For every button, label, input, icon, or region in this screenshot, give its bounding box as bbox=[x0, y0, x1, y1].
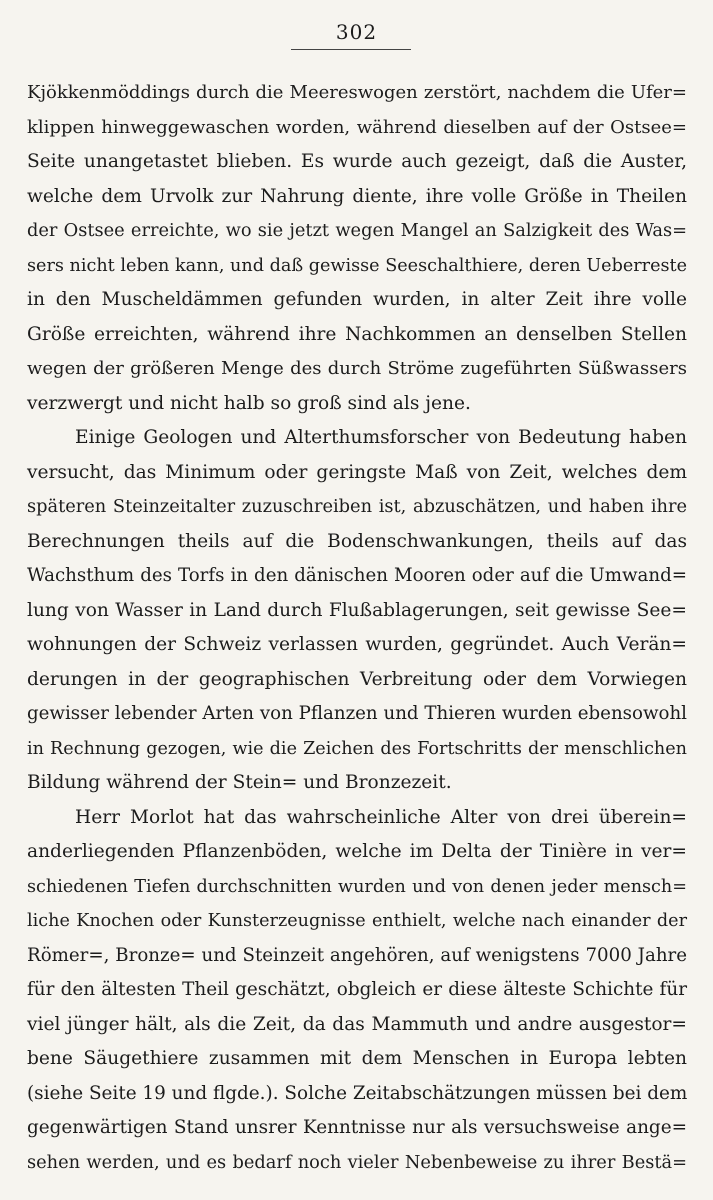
text-line: sers nicht leben kann, und daß gewisse Seeschalthiere, deren Ueberreste bbox=[27, 255, 687, 276]
text-line: gegenwärtigen Stand unsrer Kenntnisse nur als versuchsweise ange= bbox=[27, 1117, 687, 1138]
text-line: Kjökkenmöddings durch die Meereswogen zerstört, nachdem die Ufer= bbox=[27, 82, 687, 103]
body-text bbox=[27, 76, 687, 1180]
text-line: bene Säugethiere zusammen mit dem Menschen in Europa lebten bbox=[27, 1048, 687, 1069]
text-line: wohnungen der Schweiz verlassen wurden, gegründet. Auch Verän= bbox=[27, 634, 687, 655]
text-line: sehen werden, und es bedarf noch vieler Nebenbeweise zu ihrer Bestä= bbox=[27, 1151, 687, 1173]
text-line: verzwergt und nicht halb so groß sind als jene. bbox=[27, 392, 471, 414]
text-line: gewisser lebender Arten von Pflanzen und Thieren wurden ebensowohl bbox=[27, 703, 687, 724]
text-line: für den ältesten Theil geschätzt, obgleich er diese älteste Schichte für bbox=[27, 979, 687, 1000]
text-line: in den Muscheldämmen gefunden wurden, in alter Zeit ihre volle bbox=[27, 289, 687, 310]
text-line: viel jünger hält, als die Zeit, da das Mammuth und andre ausgestor= bbox=[27, 1013, 687, 1035]
text-line: Einige Geologen und Alterthumsforscher von Bedeutung haben bbox=[75, 427, 687, 448]
text-line: Herr Morlot hat das wahrscheinliche Alter von drei überein= bbox=[75, 806, 687, 828]
header-rule bbox=[291, 49, 411, 50]
text-line: liche Knochen oder Kunsterzeugnisse enthielt, welche nach einander der bbox=[27, 911, 687, 931]
text-line: schiedenen Tiefen durchschnitten wurden und von denen jeder mensch= bbox=[27, 876, 687, 897]
text-line: Berechnungen theils auf die Bodenschwankungen, theils auf das bbox=[27, 530, 687, 552]
text-line: derungen in der geographischen Verbreitung oder dem Vorwiegen bbox=[27, 668, 687, 690]
text-line: wegen der größeren Menge des durch Ströme zugeführten Süßwassers bbox=[27, 358, 687, 379]
text-line: Seite unangetastet blieben. Es wurde auch gezeigt, daß die Auster, bbox=[27, 151, 687, 172]
text-line: Römer=, Bronze= und Steinzeit angehören, auf wenigstens 7000 Jahre bbox=[27, 944, 687, 966]
text-line: klippen hinweggewaschen worden, während dieselben auf der Ostsee= bbox=[27, 116, 687, 138]
text-line: Bildung während der Stein= und Bronzezeit. bbox=[27, 772, 452, 793]
text-line: versucht, das Minimum oder geringste Maß von Zeit, welches dem bbox=[27, 461, 687, 483]
text-line: welche dem Urvolk zur Nahrung diente, ihre volle Größe in Theilen bbox=[27, 185, 687, 207]
text-line: Größe erreichten, während ihre Nachkommen an denselben Stellen bbox=[27, 323, 687, 345]
text-line: (siehe Seite 19 und flgde.). Solche Zeitabschätzungen müssen bei dem bbox=[27, 1082, 688, 1104]
text-line: in Rechnung gezogen, wie die Zeichen des Fortschritts der menschlichen bbox=[27, 738, 687, 759]
text-line: anderliegenden Pflanzenböden, welche im Delta der Tinière in ver= bbox=[27, 841, 687, 862]
text-line: Wachsthum des Torfs in den dänischen Mooren oder auf die Umwand= bbox=[27, 565, 687, 586]
text-line: späteren Steinzeitalter zuzuschreiben ist, abzuschätzen, und haben ihre bbox=[27, 496, 687, 517]
page-number: 302 bbox=[335, 20, 378, 44]
text-line: der Ostsee erreichte, wo sie jetzt wegen Mangel an Salzigkeit des Was= bbox=[27, 220, 687, 241]
text-line: lung von Wasser in Land durch Flußablagerungen, seit gewisse See= bbox=[27, 599, 687, 621]
